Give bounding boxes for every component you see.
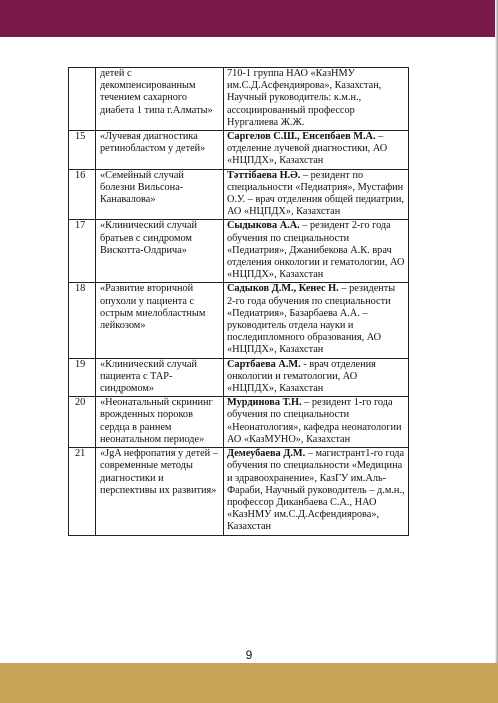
bottom-footer-band (0, 663, 498, 703)
author-cell (224, 68, 409, 131)
author-cell (224, 220, 409, 283)
table-row (69, 220, 409, 283)
author-cell (224, 448, 409, 535)
author-cell (224, 131, 409, 170)
report-title: «Неонатальный скрининг врожденных пороков сердца в раннем неонатальном периоде» (96, 397, 224, 448)
author-names: Сыдыкова А.А. (227, 220, 300, 232)
author-cell (224, 358, 409, 397)
report-title: «Развитие вторичной опухоли у пациента с острым миелобластным лейкозом» (96, 283, 224, 358)
row-number: 20 (69, 397, 96, 448)
author-names: Тәттібаева Н.Ә. (227, 169, 301, 181)
report-title: «Клинический случай пациента с ТАР-синдромом» (96, 358, 224, 397)
table-row (69, 448, 409, 535)
table-row (69, 68, 409, 131)
report-title: детей с декомпенсированным течением сахарного диабета 1 типа г.Алматы» (96, 68, 224, 131)
row-number: 19 (69, 358, 96, 397)
author-names: Садыков Д.М., Кенес Н. (227, 283, 339, 295)
table-row (69, 131, 409, 170)
author-names: Сартбаева А.М. (227, 358, 301, 370)
author-names: Демеубаева Д.М. (227, 448, 306, 460)
author-names: Мурдинова Т.Н. (227, 397, 302, 409)
author-details: – магистрант1-го года обучения по специальности «Медицина и здравоохранение», КазГУ им.Аль-Фараби, Научный руководитель – д.м.н., профессор Диканбаева С.А., НАО «КазНМУ им.С.Д.Асфендиярова», Казахстан (227, 448, 405, 533)
top-header-band (0, 0, 498, 37)
author-details: – резидент 1-го года обучения по специальности «Неонатология», кафедра неонатологии АО «КазМУНО», Казахстан (227, 397, 402, 445)
table-row (69, 397, 409, 448)
row-number (69, 68, 96, 131)
row-number: 21 (69, 448, 96, 535)
report-title: «Семейный случай болезни Вильсона-Канавалова» (96, 169, 224, 220)
author-details: – отделение лучевой диагностики, АО «НЦПДХ», Казахстан (227, 131, 388, 167)
report-title: «JgA нефропатия у детей – современные методы диагностики и перспективы их развития» (96, 448, 224, 535)
author-details: - врач отделения онкологии и гематологии, АО «НЦПДХ», Казахстан (227, 358, 376, 395)
author-cell (224, 397, 409, 448)
row-number: 15 (69, 131, 96, 170)
program-table (68, 67, 409, 536)
author-details: 710-1 группа НАО «КазНМУ им.С.Д.Асфендиярова», Казахстан, Научный руководитель: к.м.н., ассоциированный профессор Нургалиева Ж.Ж. (227, 68, 382, 128)
author-details: – резидент 2-го года обучения по специальности «Педиатрия», Джанибекова А.К. врач отделения онкологии и гематологии, АО «НЦПДХ», Казахстан (227, 220, 405, 281)
author-cell (224, 283, 409, 358)
author-names: Саргелов С.Ш., Енсепбаев М.А. (227, 131, 376, 143)
author-details: – резиденты 2-го года обучения по специальности «Педиатрия», Базарбаева А.А. – руководитель отдела науки и последипломного образования, АО «НЦПДХ», Казахстан (227, 283, 396, 356)
row-number: 16 (69, 169, 96, 220)
author-details: – резидент по специальности «Педиатрия», Мустафин О.У. – врач отделения общей педиатрии, АО «НЦПДХ», Казахстан (227, 169, 404, 218)
report-title: «Лучевая диагностика ретинобластом у детей» (96, 131, 224, 170)
page-number: 9 (245, 648, 253, 662)
row-number: 18 (69, 283, 96, 358)
table-row (69, 169, 409, 220)
table-row (69, 358, 409, 397)
report-title: «Клинический случай братьев с синдромом Вискотта-Олдрича» (96, 220, 224, 283)
author-cell (224, 169, 409, 220)
table-row (69, 283, 409, 358)
row-number: 17 (69, 220, 96, 283)
